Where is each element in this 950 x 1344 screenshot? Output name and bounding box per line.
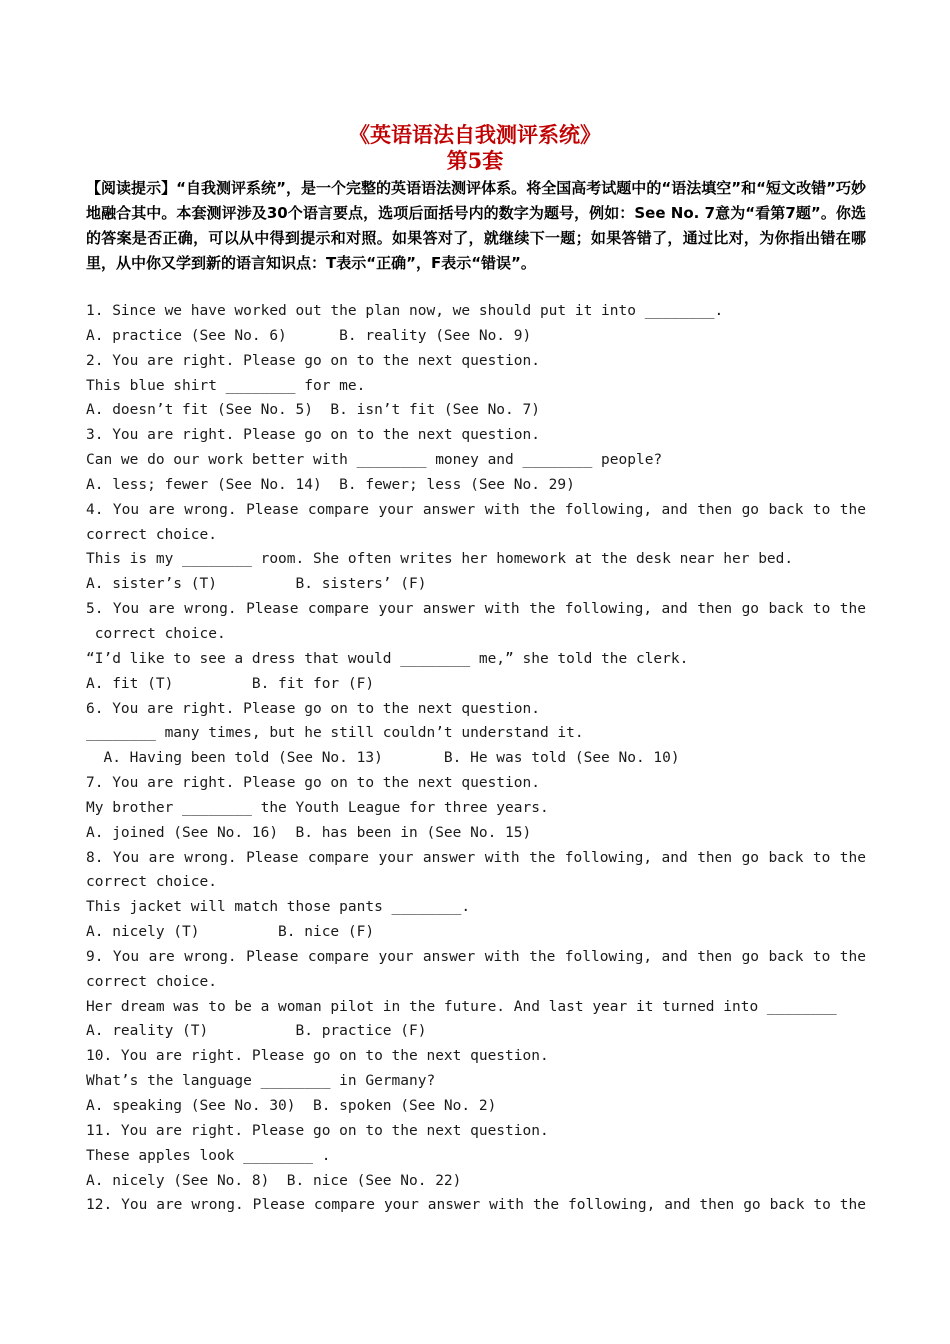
text-line: A. speaking (See No. 30) B. spoken (See No. 2)	[86, 1098, 497, 1114]
document-title: 《英语语法自我测评系统》	[349, 122, 601, 147]
text-line: Her dream was to be a woman pilot in the future. And last year it turned into ________	[86, 998, 837, 1015]
text-line: ________ many times, but he still couldn’t understand it.	[86, 725, 584, 742]
document-subtitle: 第5套	[446, 148, 504, 173]
text-line: 10. You are right. Please go on to the next question.	[86, 1048, 549, 1065]
text-line: correct choice.	[86, 526, 217, 543]
text-line: correct choice.	[86, 625, 226, 642]
text-line: 4. You are wrong. Please compare your answer with the following, and then go back to the	[86, 501, 866, 518]
text-line: This blue shirt ________ for me.	[86, 377, 366, 394]
text-line: My brother ________ the Youth League for three years.	[86, 799, 549, 816]
text-line: A. reality (T) B. practice (F)	[86, 1023, 427, 1040]
reading-tips: 【阅读提示】“自我测评系统”，是一个完整的英语语法测评体系。将全国高考试题中的“语法填空”和“短文改错”巧妙地融合其中。本套测评涉及30个语言要点，选项后面括号内的数字为题号，例如：See No. 7意为“看第7题”。你选的答案是否正确，可以从中得到提示和对照。如果答对了，就继续下一题；如果答错了，通过比对，为你指出错在哪里，从中你又学到新的语言知识点：T表示“正确”，F表示“错误”。	[86, 179, 866, 272]
text-line: A. joined (See No. 16) B. has been in (See No. 15)	[86, 824, 532, 841]
text-line: 12. You are wrong. Please compare your answer with the following, and then go back to the	[86, 1197, 866, 1214]
text-line: This jacket will match those pants ________.	[86, 899, 471, 916]
text-line: “I’d like to see a dress that would ________ me,” she told the clerk.	[86, 650, 689, 667]
text-line: 2. You are right. Please go on to the next question.	[86, 352, 540, 369]
text-line: A. practice (See No. 6) B. reality (See No. 9)	[86, 327, 532, 344]
text-line: 7. You are right. Please go on to the next question.	[86, 775, 540, 792]
text-line: A. Having been told (See No. 13) B. He was told (See No. 10)	[86, 750, 680, 767]
text-line: 9. You are wrong. Please compare your answer with the following, and then go back to the	[86, 948, 866, 965]
text-line: What’s the language ________ in Germany?	[86, 1073, 436, 1090]
text-line: A. fit (T) B. fit for (F)	[86, 675, 375, 692]
text-line: A. nicely (See No. 8) B. nice (See No. 22)	[86, 1172, 462, 1189]
text-line: Can we do our work better with ________ money and ________ people?	[86, 452, 663, 469]
text-line: 1. Since we have worked out the plan now, we should put it into ________.	[86, 303, 724, 319]
text-line: A. doesn’t fit (See No. 5) B. isn’t fit (See No. 7)	[86, 402, 540, 419]
text-line: These apples look ________ .	[86, 1147, 331, 1164]
text-line: 3. You are right. Please go on to the next question.	[86, 427, 540, 444]
text-line: 5. You are wrong. Please compare your answer with the following, and then go back to the	[86, 601, 866, 618]
text-line: 8. You are wrong. Please compare your answer with the following, and then go back to the	[86, 849, 866, 866]
text-line: 6. You are right. Please go on to the next question.	[86, 700, 540, 717]
text-line: A. nicely (T) B. nice (F)	[86, 924, 375, 941]
text-line: A. sister’s (T) B. sisters’ (F)	[86, 576, 427, 593]
text-line: correct choice.	[86, 973, 217, 990]
text-line: 11. You are right. Please go on to the next question.	[86, 1122, 549, 1139]
text-line: correct choice.	[86, 874, 217, 891]
text-line: A. less; fewer (See No. 14) B. fewer; less (See No. 29)	[86, 476, 575, 493]
text-line: This is my ________ room. She often writes her homework at the desk near her bed.	[86, 551, 794, 568]
question-list	[86, 299, 866, 1218]
